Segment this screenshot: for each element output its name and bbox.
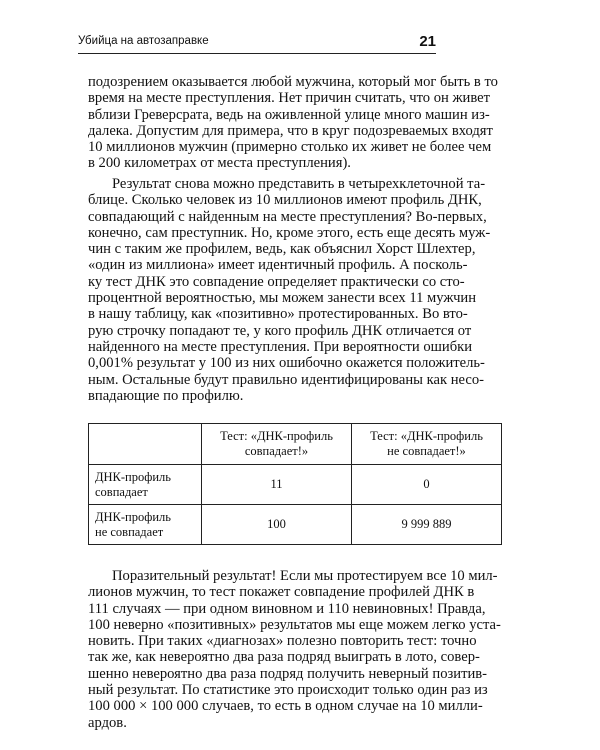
text-line: в 200 километрах от места преступления). (88, 155, 351, 172)
text-line: в нашу таблицу, как «позитивно» протестированных. Во вто- (88, 306, 468, 323)
table-header-row (89, 424, 502, 465)
row-header-line: совпадает (95, 484, 148, 499)
text-line: впадающие по профилю. (88, 387, 244, 404)
column-header-line: Тест: «ДНК-профиль (370, 429, 483, 443)
text-line: найденного на месте преступления. При вероятности ошибки (88, 338, 473, 355)
table-column-header (352, 424, 502, 465)
column-header-line: совпадает!» (244, 444, 309, 458)
dna-test-table (88, 423, 502, 545)
text-line: Результат снова можно представить в четырехклеточной та- (112, 176, 486, 192)
text-line: лионов мужчин, то тест покажет совпадение профилей ДНК в (88, 584, 475, 601)
text-line: чин с таким же профилем, ведь, как объяснил Хорст Шлехтер, (88, 241, 476, 258)
running-title: Убийца на автозаправке (78, 35, 209, 47)
text-line: ный результат. По статистике это происходит только один раз из (88, 682, 488, 699)
paragraph-3 (88, 568, 501, 731)
paragraph-1 (88, 74, 498, 172)
text-line: «один из миллиона» имеет идентичный профиль. А посколь- (88, 257, 468, 274)
text-line: новить. При таких «диагнозах» полезно повторить тест: точно (88, 633, 477, 650)
text-line: 10 миллионов мужчин (примерно столько их живет не более чем (88, 139, 492, 156)
text-line: 100 000 × 100 000 случаев, то есть в одном случае на 10 милли- (88, 698, 483, 715)
table-row-header (89, 465, 202, 505)
table-cell: 0 (352, 465, 502, 505)
table-cell: 11 (202, 465, 352, 505)
text-line: так же, как невероятно два раза подряд выиграть в лото, совер- (88, 649, 480, 666)
text-line: подозрением оказывается любой мужчина, который мог быть в то (88, 74, 498, 90)
text-line: блице. Сколько человек из 10 миллионов имеют профиль ДНК, (88, 192, 482, 209)
text-line: время на месте преступления. Нет причин считать, что он живет (88, 90, 491, 107)
table-row-header (89, 505, 202, 545)
row-header-line: ДНК-профиль (95, 469, 171, 484)
table-cell: 9 999 889 (352, 505, 502, 545)
table-row (89, 505, 502, 545)
column-header-line: Тест: «ДНК-профиль (220, 429, 333, 443)
text-line: конечно, сам преступник. Но, кроме этого, есть еще десять муж- (88, 224, 491, 241)
paragraph-2 (88, 176, 491, 404)
text-line: ардов. (88, 714, 127, 731)
text-line: вблизи Греверсрата, ведь на оживленной улице много машин из- (88, 106, 490, 123)
table-corner-cell (89, 424, 202, 465)
page-number: 21 (419, 33, 436, 50)
table-cell: 100 (202, 505, 352, 545)
text-line: ным. Остальные будут правильно идентифицированы как несо- (88, 371, 484, 388)
row-header-line: не совпадает (95, 524, 164, 539)
text-line: процентной вероятностью, мы можем занести всех 11 мужчин (88, 290, 477, 307)
text-line: 0,001% результат у 100 из них ошибочно окажется положитель- (88, 355, 485, 372)
table-row (89, 465, 502, 505)
text-line: рую строчку попадают те, у кого профиль ДНК отличается от (88, 322, 472, 339)
table-column-header (202, 424, 352, 465)
row-header-line: ДНК-профиль (95, 509, 171, 524)
text-line: ку тест ДНК это совпадение определяет практически со сто- (88, 273, 465, 290)
text-line: Поразительный результат! Если мы протестируем все 10 мил- (112, 568, 498, 584)
text-line: 100 неверно «позитивных» результатов мы еще можем легко уста- (88, 616, 501, 633)
text-line: шенно невероятно два раза подряд получить неверный позитив- (88, 665, 488, 682)
running-header (78, 33, 436, 54)
text-line: совпадающий с найденным на месте преступления? Во-первых, (88, 208, 487, 225)
text-line: далека. Допустим для примера, что в круг подозреваемых входят (88, 122, 493, 139)
text-line: 111 случаях — при одном виновном и 110 невиновных! Правда, (88, 600, 486, 617)
column-header-line: не совпадает!» (387, 444, 466, 458)
